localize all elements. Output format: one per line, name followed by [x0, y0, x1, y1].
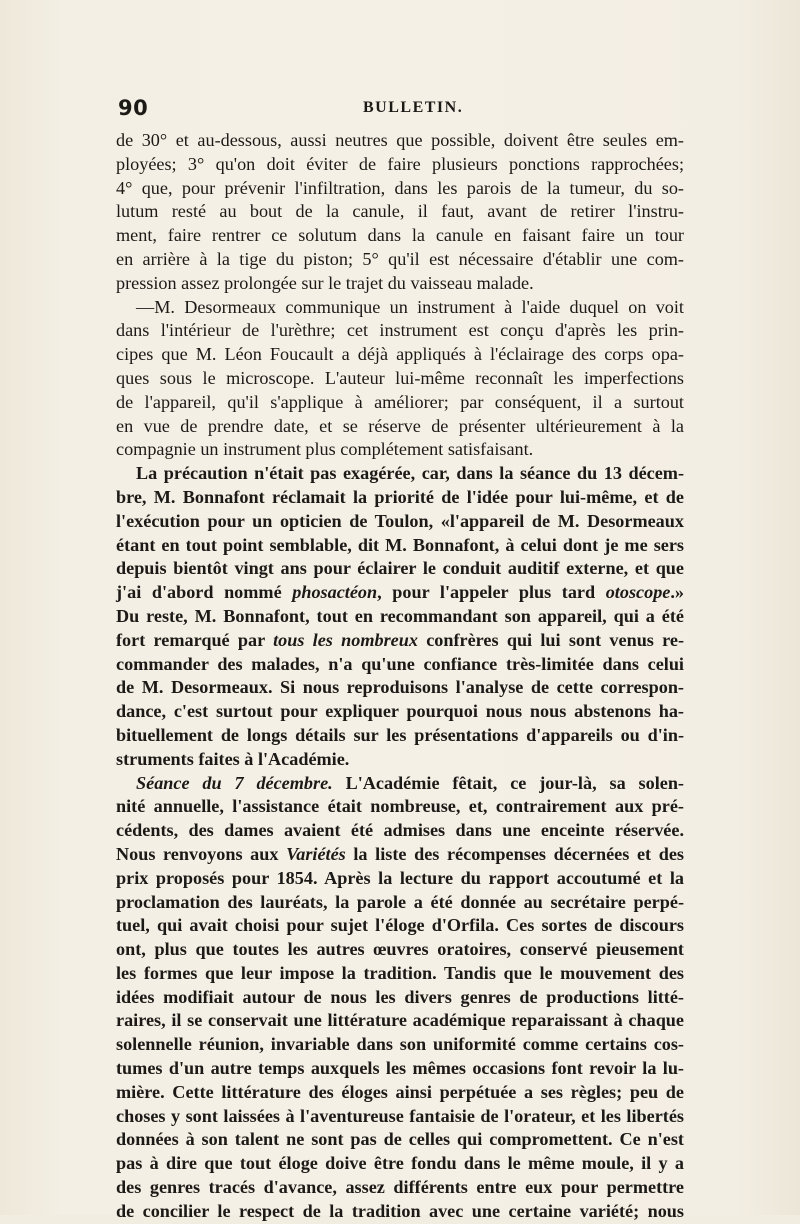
text-line: ont, plus que toutes les autres œuvres oratoires, conservé pieusement: [116, 939, 684, 960]
text-line: cédents, des dames avaient été admises dans une enceinte réservée.: [116, 820, 684, 841]
paragraph: [116, 296, 684, 463]
text-line: compagnie un instrument plus complétement satisfaisant.: [116, 439, 534, 460]
text-line: Séance du 7 décembre. L'Académie fêtait, ce jour-là, sa solen-: [136, 772, 684, 793]
text-line: struments faites à l'Académie.: [116, 748, 350, 769]
text-line: nité annuelle, l'assistance était nombreuse, et, contrairement aux pré-: [116, 796, 684, 817]
text-line: tuel, qui avait choisi pour sujet l'éloge d'Orfila. Ces sortes de discours: [116, 915, 684, 936]
italic-phrase: phosactéon: [292, 582, 378, 603]
text-line: dans l'intérieur de l'urèthre; cet instrument est conçu d'après les prin-: [116, 320, 684, 341]
text-line: lutum resté au bout de la canule, il faut, avant de retirer l'instru-: [116, 201, 684, 222]
running-head: [118, 96, 688, 124]
text-line: j'ai d'abord nommé phosactéon, pour l'appeler plus tard otoscope.»: [116, 582, 684, 603]
text-line: en vue de prendre date, et se réserve de présenter ultérieurement à la: [116, 415, 684, 436]
text-line: mière. Cette littérature des éloges ainsi perpétuée a ses règles; peu de: [116, 1081, 684, 1102]
text-line: de 30° et au-dessous, aussi neutres que possible, doivent être seules em-: [116, 130, 684, 150]
text-line: pas à dire que tout éloge doive être fondu dans le même moule, il y a: [116, 1153, 684, 1174]
italic-phrase: Séance du 7 décembre.: [136, 772, 333, 793]
italic-phrase: Variétés: [286, 843, 346, 864]
text-line: idées modifiait autour de nous les divers genres de productions litté-: [116, 986, 684, 1007]
text-line: cipes que M. Léon Foucault a déjà appliqués à l'éclairage des corps opa-: [116, 344, 684, 365]
body-text: [116, 129, 684, 1224]
text-line: bituellement de longs détails sur les présentations d'appareils ou d'in-: [116, 724, 684, 745]
text-line: ques sous le microscope. L'auteur lui-même reconnaît les imperfections: [116, 367, 684, 388]
text-line: tumes d'un autre temps auxquels les mêmes occasions font revoir la lu-: [116, 1058, 684, 1079]
italic-phrase: otoscope: [605, 582, 671, 603]
text-line: solennelle réunion, invariable dans son uniformité comme certains cos-: [116, 1034, 684, 1055]
text-line: l'exécution pour un opticien de Toulon, «l'appareil de M. Desormeaux: [116, 510, 684, 531]
italic-phrase: tous les nombreux: [273, 629, 418, 650]
text-line: de M. Desormeaux. Si nous reproduisons l'analyse de cette correspon-: [116, 677, 684, 698]
text-line: depuis bientôt vingt ans pour éclairer le conduit auditif externe, et que: [116, 558, 684, 579]
text-line: choses y sont laissées à l'aventureuse fantaisie de l'orateur, et les libertés: [116, 1105, 684, 1126]
text-line: 4° que, pour prévenir l'infiltration, dans les parois de la tumeur, du so-: [116, 177, 684, 198]
text-line: données à son talent ne sont pas de celles qui compromettent. Ce n'est: [116, 1129, 684, 1150]
text-line: en arrière à la tige du piston; 5° qu'il est nécessaire d'établir une com-: [116, 248, 684, 269]
text-line: Du reste, M. Bonnafont, tout en recommandant son appareil, qui a été: [116, 605, 684, 626]
text-line: Nous renvoyons aux Variétés la liste des récompenses décernées et des: [116, 843, 684, 864]
text-line: étant en tout point semblable, dit M. Bonnafont, à celui dont je me sers: [116, 534, 684, 555]
text-line: des genres tracés d'avance, assez différents entre eux pour permettre: [116, 1177, 684, 1198]
text-line: proclamation des lauréats, la parole a été donnée au secrétaire perpé-: [116, 891, 684, 912]
text-line: les formes que leur impose la tradition. Tandis que le mouvement des: [116, 962, 684, 983]
running-title: BULLETIN.: [363, 99, 464, 116]
text-line: ment, faire rentrer ce solutum dans la canule en faisant faire un tour: [116, 225, 684, 246]
text-line: de l'appareil, qu'il s'applique à améliorer; par conséquent, il a surtout: [116, 391, 684, 412]
paragraph: [116, 129, 684, 296]
text-line: commander des malades, n'a qu'une confiance très-limitée dans celui: [116, 653, 684, 674]
text-line: bre, M. Bonnafont réclamait la priorité de l'idée pour lui-même, et de: [116, 486, 684, 507]
text-line: raires, il se conservait une littérature académique reparaissant à chaque: [116, 1010, 684, 1031]
text-line: dance, c'est surtout pour expliquer pourquoi nous nous abstenons ha-: [116, 701, 684, 722]
page-number: 90: [118, 96, 149, 120]
text-line: fort remarqué par tous les nombreux confrères qui lui sont venus re-: [116, 629, 685, 650]
text-line: ployées; 3° qu'on doit éviter de faire plusieurs ponctions rapprochées;: [116, 153, 684, 174]
paragraph: [116, 462, 684, 1224]
text-line: pression assez prolongée sur le trajet du vaisseau malade.: [116, 272, 534, 293]
text-line: La précaution n'était pas exagérée, car, dans la séance du 13 décem-: [136, 463, 684, 484]
text-line: de concilier le respect de la tradition avec une certaine variété; nous: [116, 1200, 684, 1221]
text-line: prix proposés pour 1854. Après la lecture du rapport accoutumé et la: [116, 867, 684, 888]
text-line: —M. Desormeaux communique un instrument à l'aide duquel on voit: [136, 296, 684, 317]
